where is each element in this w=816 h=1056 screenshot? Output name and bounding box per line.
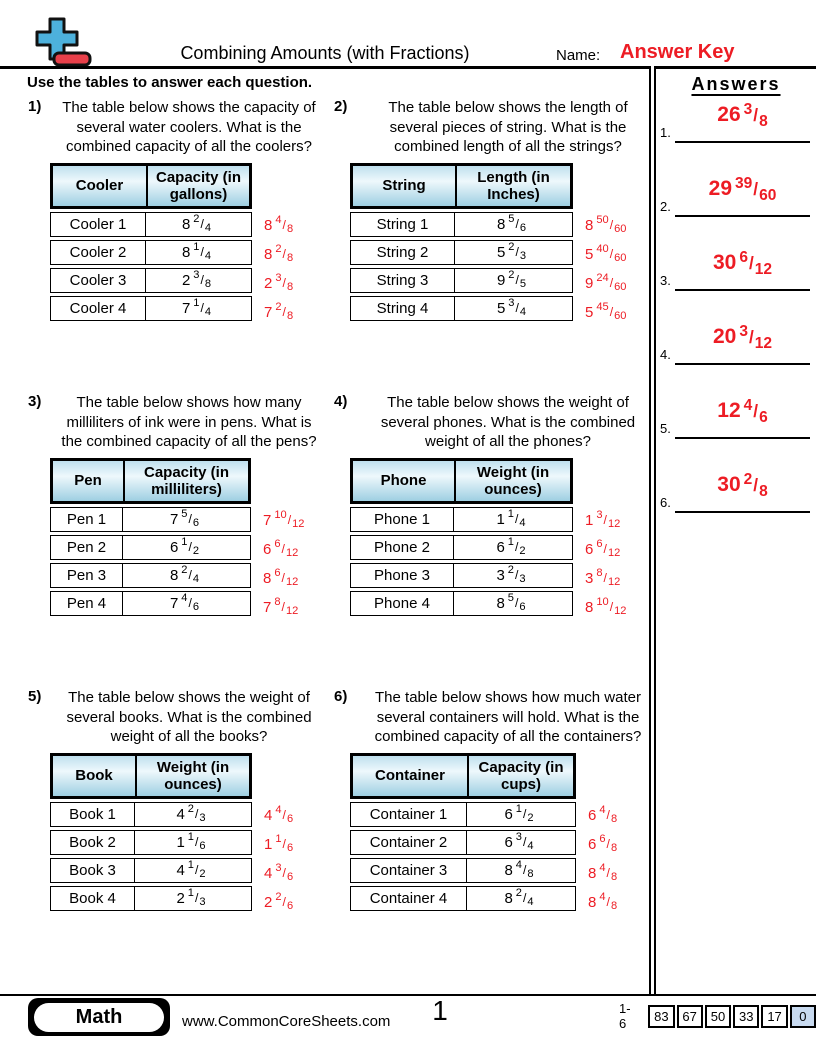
row-label: Phone 3: [351, 564, 454, 587]
answer-number: 5.: [660, 421, 671, 436]
converted-value: 2 2 / 6: [264, 891, 294, 912]
converted-values: [585, 163, 626, 327]
problem-6: [330, 686, 652, 981]
answers-panel: [660, 74, 812, 539]
column-header: Pen: [53, 461, 125, 501]
answer-value: 29 $^{39}/_{60}$: [708, 175, 777, 205]
converted-value: 5 40 / 60: [585, 243, 627, 264]
row-value: 1 1 / 6: [176, 831, 206, 852]
answer-item: [660, 391, 812, 465]
problem-2: [330, 96, 652, 391]
table-row: [350, 507, 573, 532]
answer-blank-line: [675, 215, 810, 217]
row-value: 1 1 / 4: [496, 508, 526, 529]
converted-value: 9 24 / 60: [585, 272, 627, 293]
problem-5: [24, 686, 330, 981]
table-row: [50, 591, 251, 616]
row-value: 8 2 / 4: [169, 564, 200, 585]
score-cell: 67: [677, 1005, 703, 1028]
table-row: [350, 296, 573, 321]
converted-value: 6 6 / 12: [263, 538, 299, 559]
answer-value: 30 $^2/_8$: [717, 471, 768, 501]
table-row: [50, 240, 252, 265]
row-label: Phone 4: [351, 592, 454, 615]
row-value: 6 1 / 2: [169, 536, 200, 557]
answer-item: [660, 169, 812, 243]
row-label: Cooler 2: [51, 241, 146, 264]
question-text: The table below shows how many milliliters of ink were in pens. What is the combined capacity of all the pens?: [61, 394, 317, 450]
converted-value: 6 6 / 12: [585, 538, 621, 559]
answer-number: 1.: [660, 125, 671, 140]
column-header: Book: [53, 756, 137, 796]
converted-value: 3 8 / 12: [585, 567, 621, 588]
data-table: [50, 163, 252, 321]
row-value: 9 2 / 5: [496, 269, 527, 290]
table-row: [350, 535, 573, 560]
row-label: Pen 1: [51, 508, 123, 531]
converted-value: 1 1 / 6: [264, 833, 294, 854]
table-header-row: [50, 458, 251, 504]
table-header-row: [350, 163, 573, 209]
row-value: 8 1 / 4: [181, 241, 212, 262]
problem-number: 6): [334, 688, 348, 705]
converted-values: [264, 753, 293, 917]
row-value: 8 5 / 6: [496, 213, 527, 234]
column-header: Weight (in ounces): [156, 758, 230, 793]
table-row: [350, 268, 573, 293]
row-value: 8 2 / 4: [181, 213, 212, 234]
problem-number: 2): [334, 98, 348, 115]
row-label: Pen 4: [51, 592, 123, 615]
table-row: [350, 591, 573, 616]
column-header: String: [353, 166, 457, 206]
converted-value: 7 2 / 8: [264, 301, 294, 322]
data-table: [50, 753, 252, 911]
column-header: Container: [353, 756, 469, 796]
answer-number: 3.: [660, 273, 671, 288]
table-header-row: [50, 753, 252, 799]
header-divider: [0, 66, 816, 69]
table-row: [350, 563, 573, 588]
converted-value: 8 2 / 8: [264, 243, 294, 264]
answer-number: 6.: [660, 495, 671, 510]
converted-value: 7 8 / 12: [263, 596, 299, 617]
answer-blank-line: [675, 437, 810, 439]
table-row: [350, 212, 573, 237]
score-range-label: 1-6: [619, 1001, 631, 1031]
answer-item: [660, 95, 812, 169]
table-row: [350, 886, 576, 911]
converted-value: 6 6 / 8: [588, 833, 618, 854]
answer-value: 30 $^6/_{12}$: [712, 249, 773, 279]
table-row: [50, 830, 252, 855]
table-row: [50, 296, 252, 321]
converted-value: 5 45 / 60: [585, 301, 627, 322]
column-header: Length (in Inches): [477, 168, 550, 203]
row-value: 7 5 / 6: [169, 508, 200, 529]
data-table: [350, 753, 576, 911]
score-cell: 17: [761, 1005, 787, 1028]
question-text: The table below shows the capacity of several water coolers. What is the combined capacity of all the coolers?: [62, 99, 316, 155]
row-label: Pen 2: [51, 536, 123, 559]
score-cell-highlighted: 0: [790, 1005, 816, 1028]
problem-number: 4): [334, 393, 348, 410]
row-value: 4 2 / 3: [176, 803, 206, 824]
table-row: [50, 802, 252, 827]
converted-value: 2 3 / 8: [264, 272, 294, 293]
row-label: Book 4: [51, 887, 135, 910]
converted-value: 8 4 / 8: [588, 862, 618, 883]
row-label: String 4: [351, 297, 455, 320]
converted-values: [263, 458, 304, 622]
row-value: 6 1 / 2: [504, 803, 534, 824]
table-row: [350, 240, 573, 265]
column-header: Capacity (in cups): [478, 758, 564, 793]
row-value: 4 1 / 2: [176, 859, 206, 880]
answer-blank-line: [675, 511, 810, 513]
row-label: String 2: [351, 241, 455, 264]
row-value: 6 3 / 4: [504, 831, 534, 852]
math-badge-label: Math: [34, 1003, 164, 1032]
row-value: 8 4 / 8: [504, 859, 534, 880]
answers-heading: Answers: [691, 74, 781, 94]
question-text: The table below shows the weight of several phones. What is the combined weight of all the phones?: [380, 394, 636, 450]
row-value: 7 4 / 6: [169, 592, 200, 613]
row-label: Container 3: [351, 859, 467, 882]
data-table: [350, 458, 573, 616]
question-text: The table below shows the weight of several books. What is the combined weight of all the books?: [66, 689, 312, 745]
table-row: [50, 507, 251, 532]
question-text: The table below shows how much water several containers will hold. What is the combined capacity of all the containers?: [374, 689, 642, 745]
row-label: Phone 2: [351, 536, 454, 559]
answer-item: [660, 243, 812, 317]
row-label: Cooler 3: [51, 269, 146, 292]
problem-4: [330, 391, 652, 686]
converted-value: 8 10 / 12: [585, 596, 627, 617]
row-label: Cooler 4: [51, 297, 146, 320]
answer-item: [660, 317, 812, 391]
table-row: [50, 858, 252, 883]
answer-value: 20 $^3/_{12}$: [712, 323, 773, 353]
converted-value: 8 6 / 12: [263, 567, 299, 588]
problem-number: 5): [28, 688, 42, 705]
answer-item: [660, 465, 812, 539]
row-value: 2 3 / 8: [181, 269, 212, 290]
column-header: Capacity (in gallons): [155, 168, 242, 203]
column-header: Cooler: [53, 166, 148, 206]
row-value: 8 2 / 4: [504, 887, 534, 908]
row-label: String 3: [351, 269, 455, 292]
site-url: www.CommonCoreSheets.com: [182, 1013, 391, 1030]
row-label: String 1: [351, 213, 455, 236]
row-label: Book 2: [51, 831, 135, 854]
converted-value: 8 4 / 8: [264, 214, 294, 235]
instructions-text: Use the tables to answer each question.: [27, 74, 313, 91]
question-text: The table below shows the length of several pieces of string. What is the combined length of all the strings?: [388, 99, 628, 155]
converted-values: [264, 163, 293, 327]
problem-3: [24, 391, 330, 686]
row-value: 2 1 / 3: [176, 887, 206, 908]
problem-number: 3): [28, 393, 42, 410]
score-cell: 50: [705, 1005, 731, 1028]
table-row: [50, 886, 252, 911]
column-header: Phone: [353, 461, 456, 501]
table-row: [350, 830, 576, 855]
row-label: Cooler 1: [51, 213, 146, 236]
table-header-row: [350, 458, 573, 504]
data-table: [350, 163, 573, 321]
column-header: Weight (in ounces): [476, 463, 550, 498]
score-cell: 83: [648, 1005, 674, 1028]
converted-values: [588, 753, 617, 917]
table-row: [50, 212, 252, 237]
answer-blank-line: [675, 141, 810, 143]
problem-1: [24, 96, 330, 391]
answer-key-text: Answer Key: [620, 41, 735, 63]
name-label: Name:: [556, 47, 601, 64]
row-value: 7 1 / 4: [181, 297, 212, 318]
row-label: Container 1: [351, 803, 467, 826]
data-table: [50, 458, 251, 616]
problem-number: 1): [28, 98, 42, 115]
answer-value: 26 $^3/_8$: [717, 101, 768, 131]
converted-value: 8 4 / 8: [588, 891, 618, 912]
answer-value: 12 $^4/_6$: [717, 397, 768, 427]
problems-grid: [24, 96, 652, 981]
converted-values: [585, 458, 626, 622]
table-header-row: [350, 753, 576, 799]
answer-number: 4.: [660, 347, 671, 362]
table-row: [50, 535, 251, 560]
table-row: [50, 563, 251, 588]
converted-value: 1 3 / 12: [585, 509, 621, 530]
row-value: 8 5 / 6: [496, 592, 526, 613]
column-header: Capacity (in milliliters): [143, 463, 230, 498]
row-label: Container 2: [351, 831, 467, 854]
page-title: Combining Amounts (with Fractions): [180, 43, 470, 63]
table-row: [350, 802, 576, 827]
converted-value: 7 10 / 12: [263, 509, 305, 530]
score-cell: 33: [733, 1005, 759, 1028]
page-number: 1: [432, 995, 448, 1026]
plus-minus-logo-icon: [26, 16, 98, 68]
row-label: Book 3: [51, 859, 135, 882]
row-label: Phone 1: [351, 508, 454, 531]
row-value: 3 2 / 3: [496, 564, 526, 585]
answer-blank-line: [675, 289, 810, 291]
row-value: 5 2 / 3: [496, 241, 527, 262]
converted-value: 4 4 / 6: [264, 804, 294, 825]
row-label: Pen 3: [51, 564, 123, 587]
converted-value: 6 4 / 8: [588, 804, 618, 825]
table-row: [50, 268, 252, 293]
converted-value: 8 50 / 60: [585, 214, 627, 235]
score-strip: [619, 1001, 816, 1031]
row-label: Book 1: [51, 803, 135, 826]
answer-number: 2.: [660, 199, 671, 214]
row-label: Container 4: [351, 887, 467, 910]
row-value: 5 3 / 4: [496, 297, 527, 318]
table-row: [350, 858, 576, 883]
answer-blank-line: [675, 363, 810, 365]
table-header-row: [50, 163, 252, 209]
converted-value: 4 3 / 6: [264, 862, 294, 883]
math-badge: [28, 998, 170, 1036]
row-value: 6 1 / 2: [496, 536, 526, 557]
